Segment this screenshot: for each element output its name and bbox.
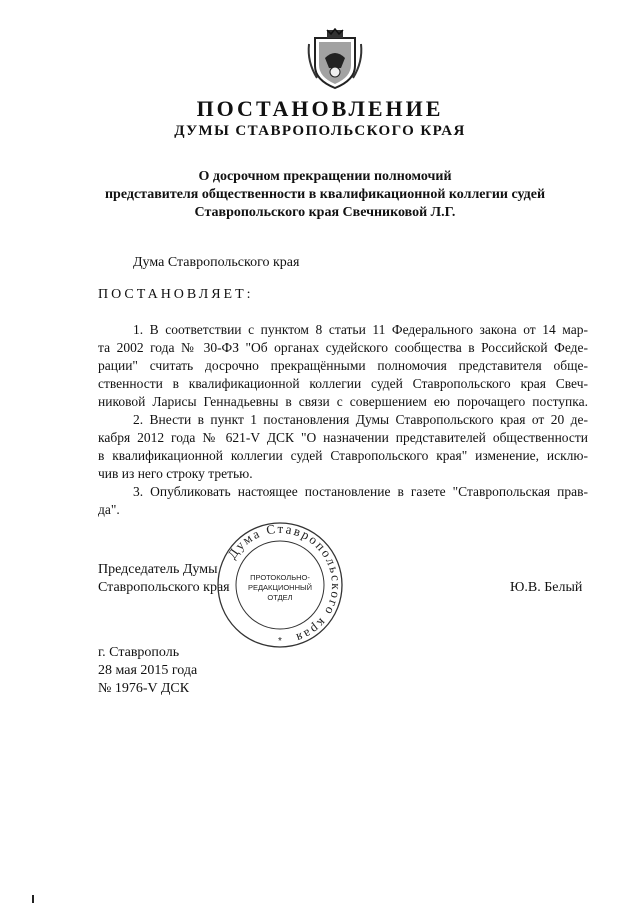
body-line: да".	[98, 502, 120, 517]
official-stamp	[215, 520, 345, 650]
stamp-inner-line: ОТДЕЛ	[267, 593, 293, 602]
footer-date: 28 мая 2015 года	[98, 663, 198, 678]
body-line: 2. Внести в пункт 1 постановления Думы Ставропольского края от 20 де-	[133, 412, 588, 427]
signatory-position	[98, 561, 230, 597]
document-footer	[98, 644, 197, 698]
document-heading	[90, 168, 560, 222]
body-line: та 2002 года № 30-ФЗ "Об органах судейского сообщества в Российской Феде-	[98, 340, 588, 355]
body-line: 3. Опубликовать настоящее постановление в газете "Ставропольская прав-	[133, 484, 588, 499]
footer-city: г. Ставрополь	[98, 645, 180, 660]
intro-text: Дума Ставропольского края	[133, 255, 300, 270]
body-line: 1. В соответствии с пунктом 8 статьи 11 Федерального закона от 14 мар-	[133, 322, 588, 337]
heading-line: представителя общественности в квалификационной коллегии судей	[104, 187, 546, 202]
stamp-ring-text: Дума Ставропольского края	[224, 520, 345, 647]
body-line: рации" считать досрочно прекращёнными полномочия представителя обще-	[98, 358, 588, 373]
scan-mark	[32, 895, 34, 903]
position-line: Председатель Думы	[98, 562, 218, 577]
body-line: в квалификационной коллегии судей Ставропольского края" изменение, исклю-	[98, 448, 588, 463]
footer-number: № 1976-V ДСК	[98, 681, 190, 696]
position-line: Ставропольского края	[98, 580, 230, 595]
body-line: чив из него строку третью.	[98, 466, 253, 481]
coat-of-arms-icon	[305, 28, 365, 90]
document-title: ПОСТАНОВЛЕНИЕ	[196, 96, 444, 121]
body-line: никовой Ларисы Геннадьевны в связи с совершением ею порочащего поступка.	[98, 394, 588, 409]
body-line: ственности в квалификационной коллегии судей Ставропольского края Свеч-	[98, 376, 588, 391]
stamp-inner-line: ПРОТОКОЛЬНО-	[250, 573, 310, 582]
stamp-star: *	[278, 636, 282, 647]
body-line: кабря 2012 года № 621-V ДСК "О назначении представителей общественности	[98, 430, 588, 445]
heading-line: Ставропольского края Свечниковой Л.Г.	[194, 205, 456, 220]
heading-line: О досрочном прекращении полномочий	[198, 169, 452, 184]
resolves-label: ПОСТАНОВЛЯЕТ:	[98, 287, 254, 302]
signatory-name: Ю.В. Белый	[510, 580, 583, 595]
document-issuer: ДУМЫ СТАВРОПОЛЬСКОГО КРАЯ	[174, 123, 466, 139]
document-body	[98, 321, 588, 519]
stamp-inner-line: РЕДАКЦИОННЫЙ	[247, 583, 313, 592]
